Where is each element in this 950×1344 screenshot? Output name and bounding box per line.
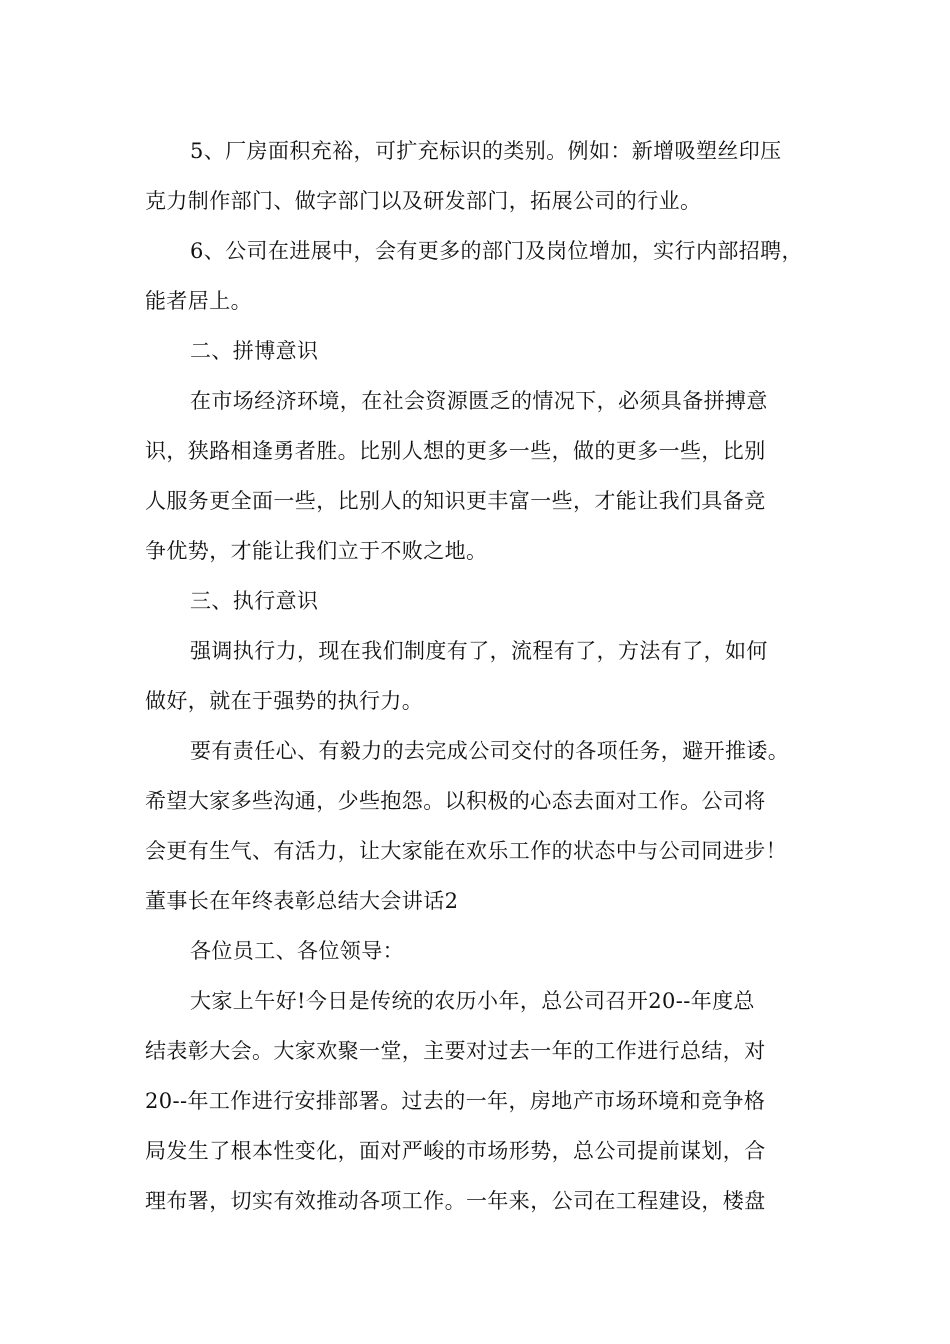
paragraph-line: 20--年工作进行安排部署。过去的一年，房地产市场环境和竞争格	[145, 1089, 766, 1113]
paragraph-line: 能者居上。	[145, 289, 252, 313]
paragraph-line: 会更有生气、有活力，让大家能在欢乐工作的状态中与公司同进步！	[145, 839, 787, 863]
paragraph-line: 结表彰大会。大家欢聚一堂，主要对过去一年的工作进行总结，对	[145, 1039, 766, 1063]
paragraph-line: 强调执行力，现在我们制度有了，流程有了，方法有了，如何	[190, 639, 768, 663]
paragraph-line: 识，狭路相逢勇者胜。比别人想的更多一些，做的更多一些，比别	[145, 439, 766, 463]
paragraph-line: 希望大家多些沟通，少些抱怨。以积极的心态去面对工作。公司将	[145, 789, 766, 813]
paragraph-line: 大家上午好!今日是传统的农历小年，总公司召开20--年度总	[190, 989, 755, 1013]
paragraph-line: 做好，就在于强势的执行力。	[145, 689, 424, 713]
paragraph-line: 争优势，才能让我们立于不败之地。	[145, 539, 488, 563]
section-heading: 三、执行意识	[190, 589, 319, 613]
paragraph-line: 人服务更全面一些，比别人的知识更丰富一些，才能让我们具备竞	[145, 489, 766, 513]
section-heading: 二、拼博意识	[190, 339, 319, 363]
paragraph-line: 6、公司在进展中，会有更多的部门及岗位增加，实行内部招聘，	[190, 239, 803, 263]
document-title: 董事长在年终表彰总结大会讲话2	[145, 889, 459, 913]
paragraph-line: 局发生了根本性变化，面对严峻的市场形势，总公司提前谋划，合	[145, 1139, 766, 1163]
salutation: 各位员工、各位领导：	[190, 939, 404, 963]
paragraph-line: 在市场经济环境，在社会资源匮乏的情况下，必须具备拼搏意	[190, 389, 768, 413]
paragraph-line: 克力制作部门、做字部门以及研发部门，拓展公司的行业。	[145, 189, 702, 213]
paragraph-line: 理布署，切实有效推动各项工作。一年来，公司在工程建设，楼盘	[145, 1189, 766, 1213]
paragraph-line: 要有责任心、有毅力的去完成公司交付的各项任务，避开推诿。	[190, 739, 790, 763]
paragraph-line: 5、厂房面积充裕，可扩充标识的类别。例如：新增吸塑丝印压	[190, 139, 782, 163]
